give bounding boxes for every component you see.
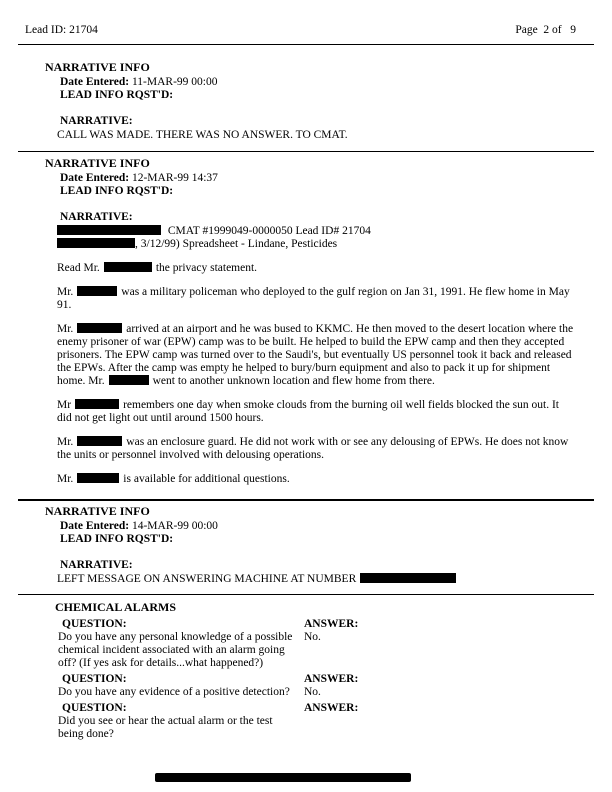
chemical-alarms-section (55, 601, 572, 741)
lead-id: Lead ID: 21704 (25, 24, 98, 36)
section-divider-thick (18, 499, 594, 501)
narrative-section-2 (0, 157, 612, 486)
date-entered-label: Date Entered: (60, 76, 130, 88)
answer-text: No. (304, 631, 321, 643)
answer-label: ANSWER: (304, 618, 359, 630)
narrative-text: LEFT MESSAGE ON ANSWERING MACHINE AT NUMBER (57, 573, 357, 585)
paragraph-post: is available for additional questions. (123, 473, 290, 485)
paragraph-post: was a military policeman who deployed to the gulf region on Jan 31, 1991. He flew home in May 91. (57, 286, 570, 311)
privacy-post: the privacy statement. (155, 262, 258, 274)
privacy-line (57, 262, 575, 275)
qa-content-row (55, 631, 572, 670)
narrative-section-3 (0, 505, 612, 586)
section-divider (18, 151, 594, 152)
paragraph-post: was an enclosure guard. He did not work with or see any delousing of EPWs. He does not know the units or personnel involved with delousing operations. (57, 436, 569, 461)
redaction-bar-footer (155, 773, 411, 782)
date-entered-row (60, 172, 612, 185)
qa-label-row (55, 702, 572, 715)
paragraph-post: remembers one day when smoke clouds from the burning oil well fields blocked the sun out. It did not get light out until around 1500 hours. (57, 399, 560, 424)
page-header (0, 0, 612, 37)
section-title: NARRATIVE INFO (45, 504, 150, 518)
question-label: QUESTION: (62, 618, 127, 630)
redaction-bar (75, 399, 119, 409)
page-number: Page 2 of 9 (515, 24, 576, 36)
paragraph-post: went to another unknown location and flew home from there. (152, 375, 435, 387)
paragraph-pre: Mr. (57, 436, 74, 448)
section-title: NARRATIVE INFO (45, 156, 150, 170)
narrative-paragraph (57, 436, 575, 462)
redaction-bar (77, 286, 117, 296)
qa-content-row (55, 686, 572, 699)
question-text: Do you have any evidence of a positive detection? (58, 686, 290, 698)
spreadsheet-line-text: , 3/12/99) Spreadsheet - Lindane, Pesticides (135, 238, 338, 250)
question-text: Do you have any personal knowledge of a possible chemical incident associated with an alarm going off? (If yes ask for details...what happened?) (58, 631, 293, 669)
narrative-paragraph (57, 286, 575, 312)
section-title: NARRATIVE INFO (45, 60, 150, 74)
narrative-paragraph (57, 473, 575, 486)
narrative-label: NARRATIVE: (60, 115, 133, 127)
privacy-pre: Read Mr. (57, 262, 100, 274)
paragraph-pre: Mr. (57, 323, 74, 335)
paragraph-pre: Mr (57, 399, 72, 411)
lead-info-label: LEAD INFO RQST'D: (60, 533, 174, 545)
answer-label: ANSWER: (304, 673, 359, 685)
narrative-section-1 (0, 61, 612, 142)
narrative-text-row (57, 573, 575, 586)
narrative-paragraph (57, 399, 575, 425)
redaction-bar (57, 225, 161, 235)
narrative-paragraph (57, 323, 575, 388)
date-entered-label: Date Entered: (60, 520, 130, 532)
lead-info-label: LEAD INFO RQST'D: (60, 185, 174, 197)
date-entered-row (60, 520, 612, 533)
date-entered-row (60, 76, 612, 89)
redaction-bar (109, 375, 149, 385)
paragraph-pre: Mr. (57, 473, 74, 485)
qa-label-row (55, 618, 572, 631)
section-divider (18, 594, 594, 595)
date-entered-label: Date Entered: (60, 172, 130, 184)
paragraph-pre: Mr. (57, 286, 74, 298)
narrative-label: NARRATIVE: (60, 559, 133, 571)
narrative-body (57, 225, 575, 486)
question-label: QUESTION: (62, 702, 127, 714)
question-text: Did you see or hear the actual alarm or the test being done? (58, 715, 273, 740)
answer-label: ANSWER: (304, 702, 359, 714)
redaction-bar (77, 323, 122, 333)
date-entered-value: 12-MAR-99 14:37 (131, 172, 218, 184)
chemical-alarms-title: CHEMICAL ALARMS (55, 600, 177, 614)
question-label: QUESTION: (62, 673, 127, 685)
cmat-line (57, 225, 575, 238)
qa-label-row (55, 673, 572, 686)
redaction-bar (77, 473, 119, 483)
answer-text: No. (304, 686, 321, 698)
lead-info-label: LEAD INFO RQST'D: (60, 89, 174, 101)
spreadsheet-line (57, 238, 575, 251)
redaction-bar (77, 436, 122, 446)
narrative-label: NARRATIVE: (60, 211, 133, 223)
redaction-bar (104, 262, 152, 272)
header-divider (18, 44, 594, 45)
redaction-bar (360, 573, 456, 583)
cmat-line-text: CMAT #1999049-0000050 Lead ID# 21704 (167, 225, 371, 237)
qa-content-row (55, 715, 572, 741)
paragraph-mid: arrived at an airport and he was bused to KKMC. He then moved to the desert location where the enemy prisoner of war (EPW) camp was to be built. He helped to build the EPW camp and then they accepted prisoners. The EPW camp was turned over to the Saudi's, but eventually US personnel took it back and released the EPWs. After the camp was empty he helped to bury/burn equipment and also to pack it up for shipment home. Mr. (57, 323, 574, 387)
date-entered-value: 14-MAR-99 00:00 (131, 520, 218, 532)
date-entered-value: 11-MAR-99 00:00 (131, 76, 218, 88)
narrative-text: CALL WAS MADE. THERE WAS NO ANSWER. TO CMAT. (57, 129, 348, 141)
redaction-bar (57, 238, 135, 248)
